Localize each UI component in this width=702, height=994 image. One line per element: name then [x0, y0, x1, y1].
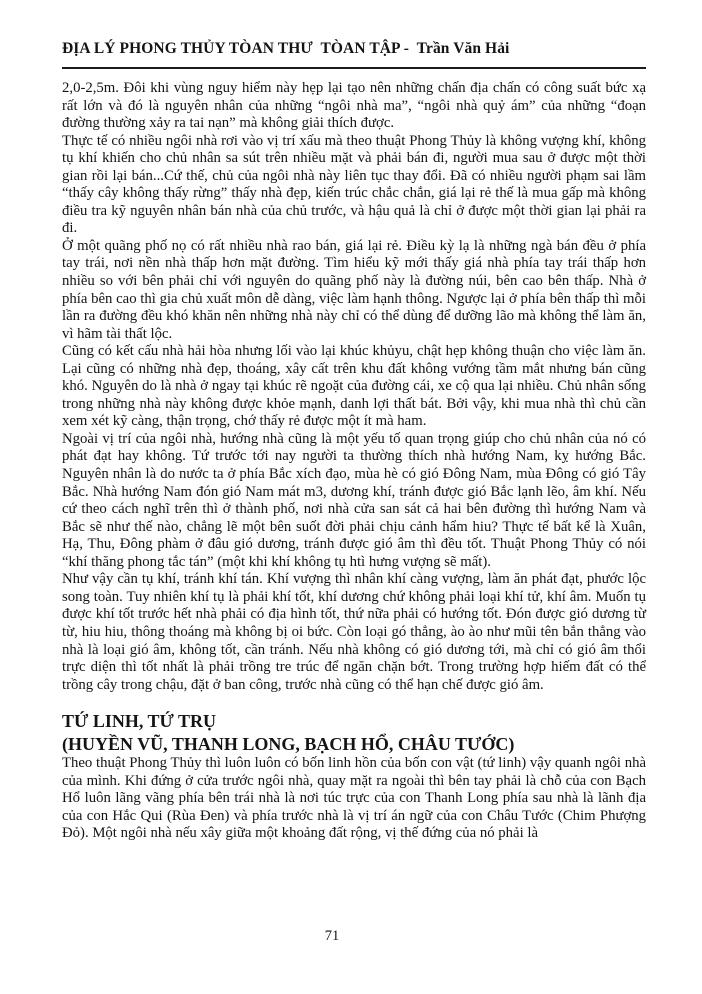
body-paragraph: Như vậy cần tụ khí, tránh khí tán. Khí vượng thì nhân khí càng vượng, làm ăn phát đạt, phước lộc song toàn. Tuy nhiên khí tụ là phải khí tốt, khí dương chứ không phải loại khí tử, khí âm. Muốn tụ được khí tốt trước hết nhà phải có địa hình tốt, thứ nữa phải có hướng tốt. Đón được gió dương từ từ, hiu hiu, thông thoáng mà không bị oi bức. Còn loại gó thẳng, ào ào như mũi tên bắn thẳng vào nhà là loại gió âm, không tốt, cần tránh. Nếu nhà không có gió dương tới, mà chỉ có gió âm thổi trực diện thì tốt nhất là phải trồng tre trúc để ngăn chặn bớt. Trong trường hợp hiếm đất có thể trồng cây trong chậu, đặt ở ban công, trước nhà cũng có thể hạn chế được gió âm. [62, 571, 646, 693]
body-paragraph: Thực tế có nhiều ngôi nhà rơi vào vị trí xấu mà theo thuật Phong Thủy là không vượng khí, không tụ khí khiến cho chủ nhân sa sút trên nhiều mặt và phải bán đi, người mua sau ở được một thời gian rồi lại bán...Cứ thế, chủ của ngôi nhà này liên tục thay đổi. Đã có nhiều người phạm sai lầm “thấy cây không thấy rừng” thấy nhà đẹp, kiến trúc chắc chắn, giá lại rẻ thế là mua gấp mà không điều tra kỹ nguyên nhân bán nhà của chủ trước, và hậu quả là chỉ ở được một thời gian lại phải ra đi. [62, 132, 646, 237]
body-paragraph: Ngoài vị trí của ngôi nhà, hướng nhà cũng là một yếu tố quan trọng giúp cho chủ nhân của nó có phát đạt hay không. Tứ trước tới nay người ta thường thích nhà hướng Nam, kỵ hướng Bắc. Nguyên nhân là do nước ta ở phía Bắc xích đạo, mùa hè có gió Đông Nam, mùa Đông có gió Tây Bắc. Nhà hướng Nam đón gió Nam mát m3, dương khí, tránh được gió Bắc lạnh lẽo, âm khí. Nếu cứ theo cách nghĩ trên thì ở thành phố, nơi nhà cửa san sát cả hai bên đường thì hướng Nam và Bắc sẽ như thế nào, chẳng lẽ một bên suốt đời phải chịu cảnh hẩm hiu? Thực tế bất kể là Xuân, Hạ, Thu, Đông phàm ở đâu gió dương, tránh được gió âm thì đều tốt. Thuật Phong Thủy có nói “khí thăng phong tắc tán” (một khi khí không tụ htì hưng vượng sẽ mất). [62, 430, 646, 570]
page-body [62, 80, 646, 843]
body-paragraph: Ở một quãng phố nọ có rất nhiều nhà rao bán, giá lại rẻ. Điều kỳ lạ là những ngà bán đều ở phía tay trái, nơi nền nhà thấp hơn mặt đường. Tìm hiểu kỹ mới thấy giá nhà phía tay trái thấp hơn nhiều so với bên phải chỉ với nguyên do quãng phố này là đường núi, bên cao bên thấp. Nhà ở phía bên cao thì gia chủ xuất môn dễ dàng, việc làm hạnh thông. Ngược lại ở phía bên thấp thì mỗi lần ra đường đều khó khăn nên những nhà này chỉ có thể dùng để dưỡng lão mà không thể làm ăn, vì hãm tài thất lộc. [62, 237, 646, 342]
page-header-title: ĐỊA LÝ PHONG THỦY TÒAN THƯ TÒAN TẬP - Trần Văn Hải [62, 40, 510, 57]
header-divider [62, 67, 646, 69]
body-paragraph: 2,0-2,5m. Đôi khi vùng nguy hiểm này hẹp lại tạo nên những chấn địa chấn có công suất bức xạ rất lớn và đó là nguyên nhân của những “ngôi nhà ma”, “ngôi nhà quỷ ám” của những “đoạn đường thường xảy ra tai nạn” mà không giải thích được. [62, 80, 646, 132]
page-number: 71 [324, 928, 340, 944]
section-paragraph: Theo thuật Phong Thủy thì luôn luôn có bốn linh hồn của bốn con vật (tứ linh) vậy quanh ngôi nhà của mình. Khi đứng ở cửa trước ngôi nhà, quay mặt ra ngoài thì bên tay phải là chỗ của con Bạch Hổ luôn lãng vãng phía bên trái nhà là nơi túc trực của con Thanh Long phía sau nhà là lãnh địa của con Hắc Qui (Rùa Đen) và phía trước nhà là vị trí án ngữ của con Châu Tước (Chim Phượng Đỏ). Một ngôi nhà nếu xây giữa một khoảng đất rộng, vị thế đứng của nó phải là [62, 755, 646, 842]
section-heading-line2: (HUYỀN VŨ, THANH LONG, BẠCH HỔ, CHÂU TƯỚC) [62, 733, 515, 754]
body-paragraph: Cũng có kết cấu nhà hải hòa nhưng lối vào lại khúc khủyu, chật hẹp không thuận cho việc làm ăn. Lại cũng có những nhà đẹp, thoáng, xây cất trên khu đất không vướng tầm mắt nhưng bán cũng khó. Nguyên do là nhà ở ngay tại khúc rẽ ngoặt của đường cái, xe cộ qua lại nhiều. Chủ nhân sống trong những nhà này không được khỏe mạnh, danh lợi thất bát. Bởi vậy, khi mua nhà thì chủ cần xem xét kỹ càng, thận trọng, chớ thấy rẻ được một ít mà ham. [62, 343, 646, 430]
section-heading-line1: TỨ LINH, TỨ TRỤ [62, 711, 217, 732]
